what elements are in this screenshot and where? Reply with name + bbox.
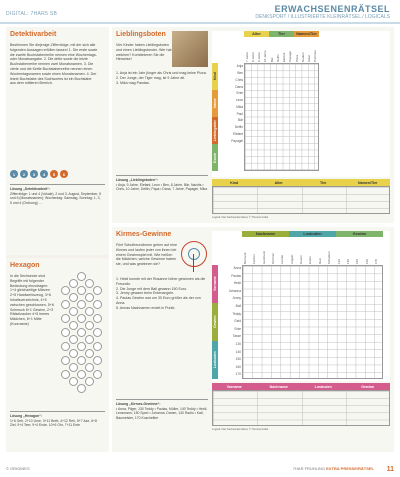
solution-col-header: Namen/Tier [357,180,378,185]
grid-header: Gewinn [336,231,383,237]
side-category: Name [212,90,218,117]
lieblingsboten-solution: • Anja, 9 Jahre, Elefant, Leon • Ben, 8 Jahre, Bär, Nachts • Chris, 10 Jahre, Delfin, Papa • Dana, 7 Jahre, Papagei, Mika [116,183,208,192]
side-category: Losbuden [212,341,218,379]
footer-issue-accent: EXTRA PRESSE/RÄTSEL [326,466,374,471]
row-labels [219,265,241,379]
row-label: 160 [235,364,241,369]
footer-issue [293,466,374,471]
col-label: 130 [337,258,341,264]
digit-dot: 5 [50,170,58,178]
grid-cells[interactable] [242,265,383,379]
side-category: Gewinn [212,303,218,341]
col-label: 160 [365,258,369,264]
clue: 2. Der Junge, der Tiger mag, ist 9 Jahre alt. [116,75,186,80]
solution-table-cells[interactable] [212,186,390,214]
row-label: 140 [235,349,241,354]
solution-header-bar [212,179,390,186]
hexagon-puzzle-grid [58,272,106,406]
col-label: Schießen [327,251,331,264]
detektivarbeit-title: Detektivarbeit [10,31,57,38]
row-label: Geld [234,319,241,324]
col-label: Pizza [295,54,299,62]
divider [116,175,208,176]
digit-dot: 3 [30,170,38,178]
detektivarbeit-body: Bestimmen Sie diejenige Ziffernfolge, mit der sich alle folgenden Aussagen erfüllen lassen! 1. Die erste sowie die zweite Buchstabenreihe nennen eine Wochentags- oder Monatsangabe. 2. Die dritte sowie die letzte Buchstabenreihe nennen zwei Monatsnamen. 3. Die vierte und die fünfte Buchstabenreihe nennen einen Wochentagsnamen sowie einen Monatsnamen. 4. Der letzte Buchstabe des Suchwortes ist ein Buchstabe aus dem mittleren Bereich. [10,43,98,86]
hexagon-title: Hexagon [10,262,40,269]
row-label: Dana [235,85,243,89]
solution-col-header: Alter [274,180,283,185]
solution-table-cells[interactable] [212,390,390,426]
row-label: Leon [235,98,243,102]
col-label: Angeln [290,254,294,264]
col-label: Kirchner [271,252,275,264]
solution-header-bar [212,383,390,390]
col-label: Bär [270,57,274,62]
detektivarbeit-box [6,27,109,255]
row-label: Johanna [228,288,241,293]
side-category: Kind [212,63,218,90]
divider [116,399,208,400]
clue: 1. Anja ist ein Jahr jünger als Chris und mag keine Pizza. [116,71,207,75]
row-label: 150 [235,357,241,362]
lieblingsboten-title: Lieblingsboten [116,31,166,38]
row-label: Elefant [233,132,243,136]
hexagon-body: In die Sechsecke sind Begriffe mit folgender Bedeutung einzutragen: 1+4 gleichzeitige Märzen 2+5 Handwerkszeug, 3+6 Inhaltsverzeichnis, 4+5 zwischen geschlossen, 5+6 Schmuck 6+1 Gewinn, 2+3 Rätselzauber 4+5 leeres Mädchen, 6+1 Mitte (Kurzname) [10,274,54,326]
col-label: Bernardi [243,252,247,264]
row-label: Ente [236,91,243,95]
col-label: 8 Jahre [251,51,255,62]
row-label: Delfin [234,125,243,129]
row-label: Heidi [233,281,241,286]
clue: 3. Jenny gewann beim Entenangeln. [116,291,175,296]
col-label: Enten [308,256,312,264]
digit-dot: 1 [10,170,18,178]
solution-col-header: Gewinn [361,384,375,389]
col-label: Dosen [299,255,303,264]
col-label: Fischer [252,254,256,264]
solution-col-header: Nachname [269,384,288,389]
col-label: Elefant [282,52,286,62]
row-label: Ben [237,71,243,75]
col-label: 9 Jahre [257,51,261,62]
row-label: Jenny [232,296,241,301]
col-label: Pommes [313,50,317,62]
col-label: Lemke [280,254,284,264]
solution-col-header: Vorname [226,384,242,389]
row-label: Anja [236,64,243,68]
col-label: 7 Jahre [245,51,249,62]
column-labels [242,237,383,265]
hexagon-solution: 1+6 Geh, 2+10 Urne, 3+11 Brett, 4+12 Reh, 5+7 Ase, 6+8 Ziel, 9+4 Teer, 9+4 Ende, 10+6 Ohr, 7+11 Ente [10,419,97,428]
solution-col-header: Losbuden [314,384,332,389]
lieblingsboten-box [112,27,394,223]
clue: 2. Die Junge mit dem Ball gewann 150 Euro. [116,286,188,291]
row-label: Teddy [232,311,241,316]
col-label: Hartmann [262,250,266,264]
clue: 1. Heidi konnte mit der Rosanne höher gewinnen als die Freundin. [116,277,206,286]
ferris-wheel-illustration [179,239,209,273]
kirmes-footnote: Logical: Das Sechseckenrätsel, © Thomas Kulka [212,428,269,431]
kirmes-solution: • Anna, Pilger, 130 Teddy • Paulas, Müller, 140 Teddy • Heidi, Lenzmann, 150 Sport • Johanna, Damm, 130 Radio • Kati, Baumeister, 170 Kuscheltier [116,407,208,420]
footer-issue-plain: 7HAR FRÜHLING [292,466,326,471]
col-label: 150 [355,258,359,264]
kirmes-title: Kirmes-Gewinne [116,231,172,238]
column-labels [244,37,319,63]
digit-dot: 4 [40,170,48,178]
lieblingsboten-clues [116,71,208,85]
row-label: Paul [236,112,243,116]
detektivarbeit-solution-title: Lösung „Detektivarbeit“: [10,187,51,191]
kirmes-box [112,227,394,452]
grid-header: Alter [244,31,269,37]
row-label: 170 [235,372,241,377]
solution-col-header: Kind [230,180,239,185]
solution-col-header: Tier [319,180,327,185]
digit-dot: 6 [60,170,68,178]
col-label: Delfin [276,54,280,62]
grid-header: Tier [269,31,294,37]
page-header [0,0,400,20]
hexagon-box [6,258,109,452]
row-label: Paulas [231,273,241,278]
row-label: Bär [238,118,243,122]
side-category: Vorname [212,265,218,303]
divider [10,184,105,185]
detektivarbeit-solution: Ziffernfolge: 1 und 4 (Vokale), 2 und 3, August, September, 5 und 6 (Monatsnamen); Wochentag: Samstag, Sonntag; 1, 3, 5 und 4 (Ordnung) … [10,192,101,205]
col-label: Nudeln [301,52,305,62]
row-label: Ball [235,304,241,308]
kirmes-clues [116,277,208,311]
col-label: Salat [307,55,311,62]
grid-cells[interactable] [244,63,319,171]
row-label: Tasse [232,334,241,339]
digit-dot: 2 [20,170,28,178]
side-category: Lieblingstier [212,117,218,144]
header-left-label: DIGITAL: 7HAR5 SB [6,11,58,17]
lieblingsboten-footnote: Logical: Das Sechseckenrätsel, © Thomas Kulka [212,216,269,219]
col-label: 10 Jahre [263,50,267,62]
kirmes-logic-grid [212,231,390,381]
col-label: 170 [374,258,378,264]
col-label: Rad [318,258,322,264]
page-subtitle: DENKSPORT / ILLUSTRIERTE KLEINRÄTSEL / LOGICALS [255,14,390,20]
grid-header: Losbuden [289,231,336,237]
left-column [6,27,109,452]
clue: 4. Paulas Gewinn war um 30 Euro größer als der von Anna. [116,296,201,305]
col-label: Papagei [288,50,292,62]
clue: 5. Annas Nachnamen endet in Punkt. [116,305,176,310]
lieblingsboten-intro: Vier Kinder haben Lieblingsboten und einen Lieblingsbeuter. Wer hat welchen? Kombinieren Sie die Hinweise! [116,43,172,62]
grid-header: Nachname [242,231,289,237]
grid-header: Namen/Tier [294,31,319,37]
divider [10,411,105,412]
page-number: 11 [386,466,394,473]
kirmes-intro: Fünf Schulfreundinnen gehen auf eine Kirmes und laufen jeder von ihnen bei einem Gewinnspiel mit. Wie heißen die Mädchen, welche Gewinne haben sie, und was gewinnen sie? [116,243,177,267]
row-label: Chris [235,78,243,82]
lieblingsboten-solution-title: Lösung „Lieblingsboten“: [116,178,158,182]
page-title: ERWACHSENENRÄTSEL [274,4,390,14]
row-label: 130 [235,342,241,346]
hexagon-solution-title: Lösung „Hexagon“: [10,414,43,418]
kirmes-solution-title: Lösung „Kirmes-Gewinne“: [116,402,161,406]
footer-copyright: © ORIGINES [6,466,30,471]
row-label: Ente [234,326,241,331]
row-label: Papagei [231,139,243,143]
side-category: Essen [212,144,218,171]
row-label: Mika [236,105,243,109]
clue: 3. Mika mag Pandas. [116,80,150,85]
row-label: Anna [233,266,241,270]
row-labels [219,63,243,171]
header-stripe [0,22,400,24]
child-photo [172,31,208,67]
detektivarbeit-digit-row [10,170,68,178]
col-label: 140 [346,258,350,264]
lieblingsboten-logic-grid [212,31,390,177]
